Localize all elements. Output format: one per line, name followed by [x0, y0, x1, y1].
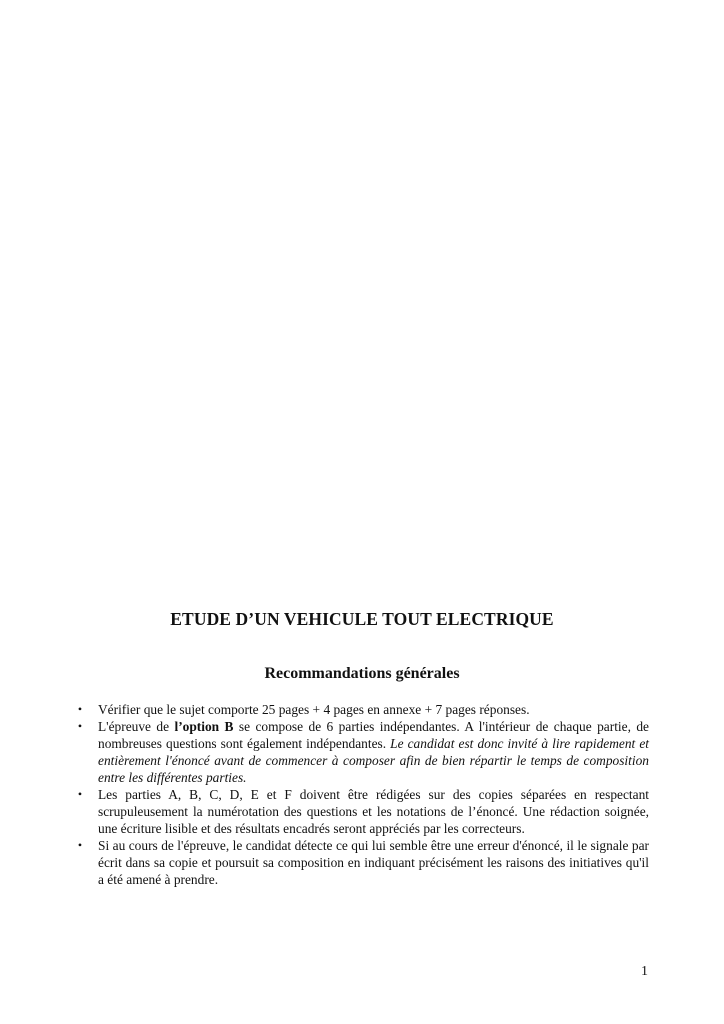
list-item-text: Les parties A, B, C, D, E et F doivent être rédigées sur des copies séparées en respectant scrupuleusement la numérotation des questions et les notations de l’énoncé. Une rédaction soignée, une écriture lisible et des résultats encadrés seront appréciés par les correcteurs.	[98, 787, 649, 836]
section-heading: Recommandations générales	[264, 665, 460, 682]
page-number: 1	[641, 964, 648, 979]
bullet-icon: •	[77, 719, 83, 733]
list-item-text: Vérifier que le sujet comporte 25 pages + 4 pages en annexe + 7 pages réponses.	[98, 702, 530, 717]
list-item-text-start: L'épreuve de	[98, 719, 175, 734]
bullet-icon: •	[77, 838, 83, 852]
list-item	[76, 837, 649, 888]
list-item	[76, 718, 649, 786]
list-item	[76, 701, 649, 718]
list-item-text: Si au cours de l'épreuve, le candidat détecte ce qui lui semble être une erreur d'énoncé, il le signale par écrit dans sa copie et poursuit sa composition en indiquant précisément les raisons des initiatives qu'il a été amené à prendre.	[98, 838, 649, 887]
bullet-icon: •	[77, 787, 83, 801]
list-item	[76, 786, 649, 837]
list-item-text-italic: Le candidat est donc invité à lire rapidement et entièrement l'énoncé avant de commencer à composer afin de bien répartir le temps de composition entre les différentes parties.	[98, 736, 649, 785]
document-title: ETUDE D’UN VEHICULE TOUT ELECTRIQUE	[170, 609, 554, 629]
bullet-icon: •	[77, 702, 83, 716]
list-item-text-middle: se compose de 6 parties indépendantes. A l'intérieur de chaque partie, de nombreuses questions sont également indépendantes.	[98, 719, 649, 751]
recommendations-list	[76, 701, 649, 888]
list-item-text-bold: l’option B	[174, 719, 234, 734]
